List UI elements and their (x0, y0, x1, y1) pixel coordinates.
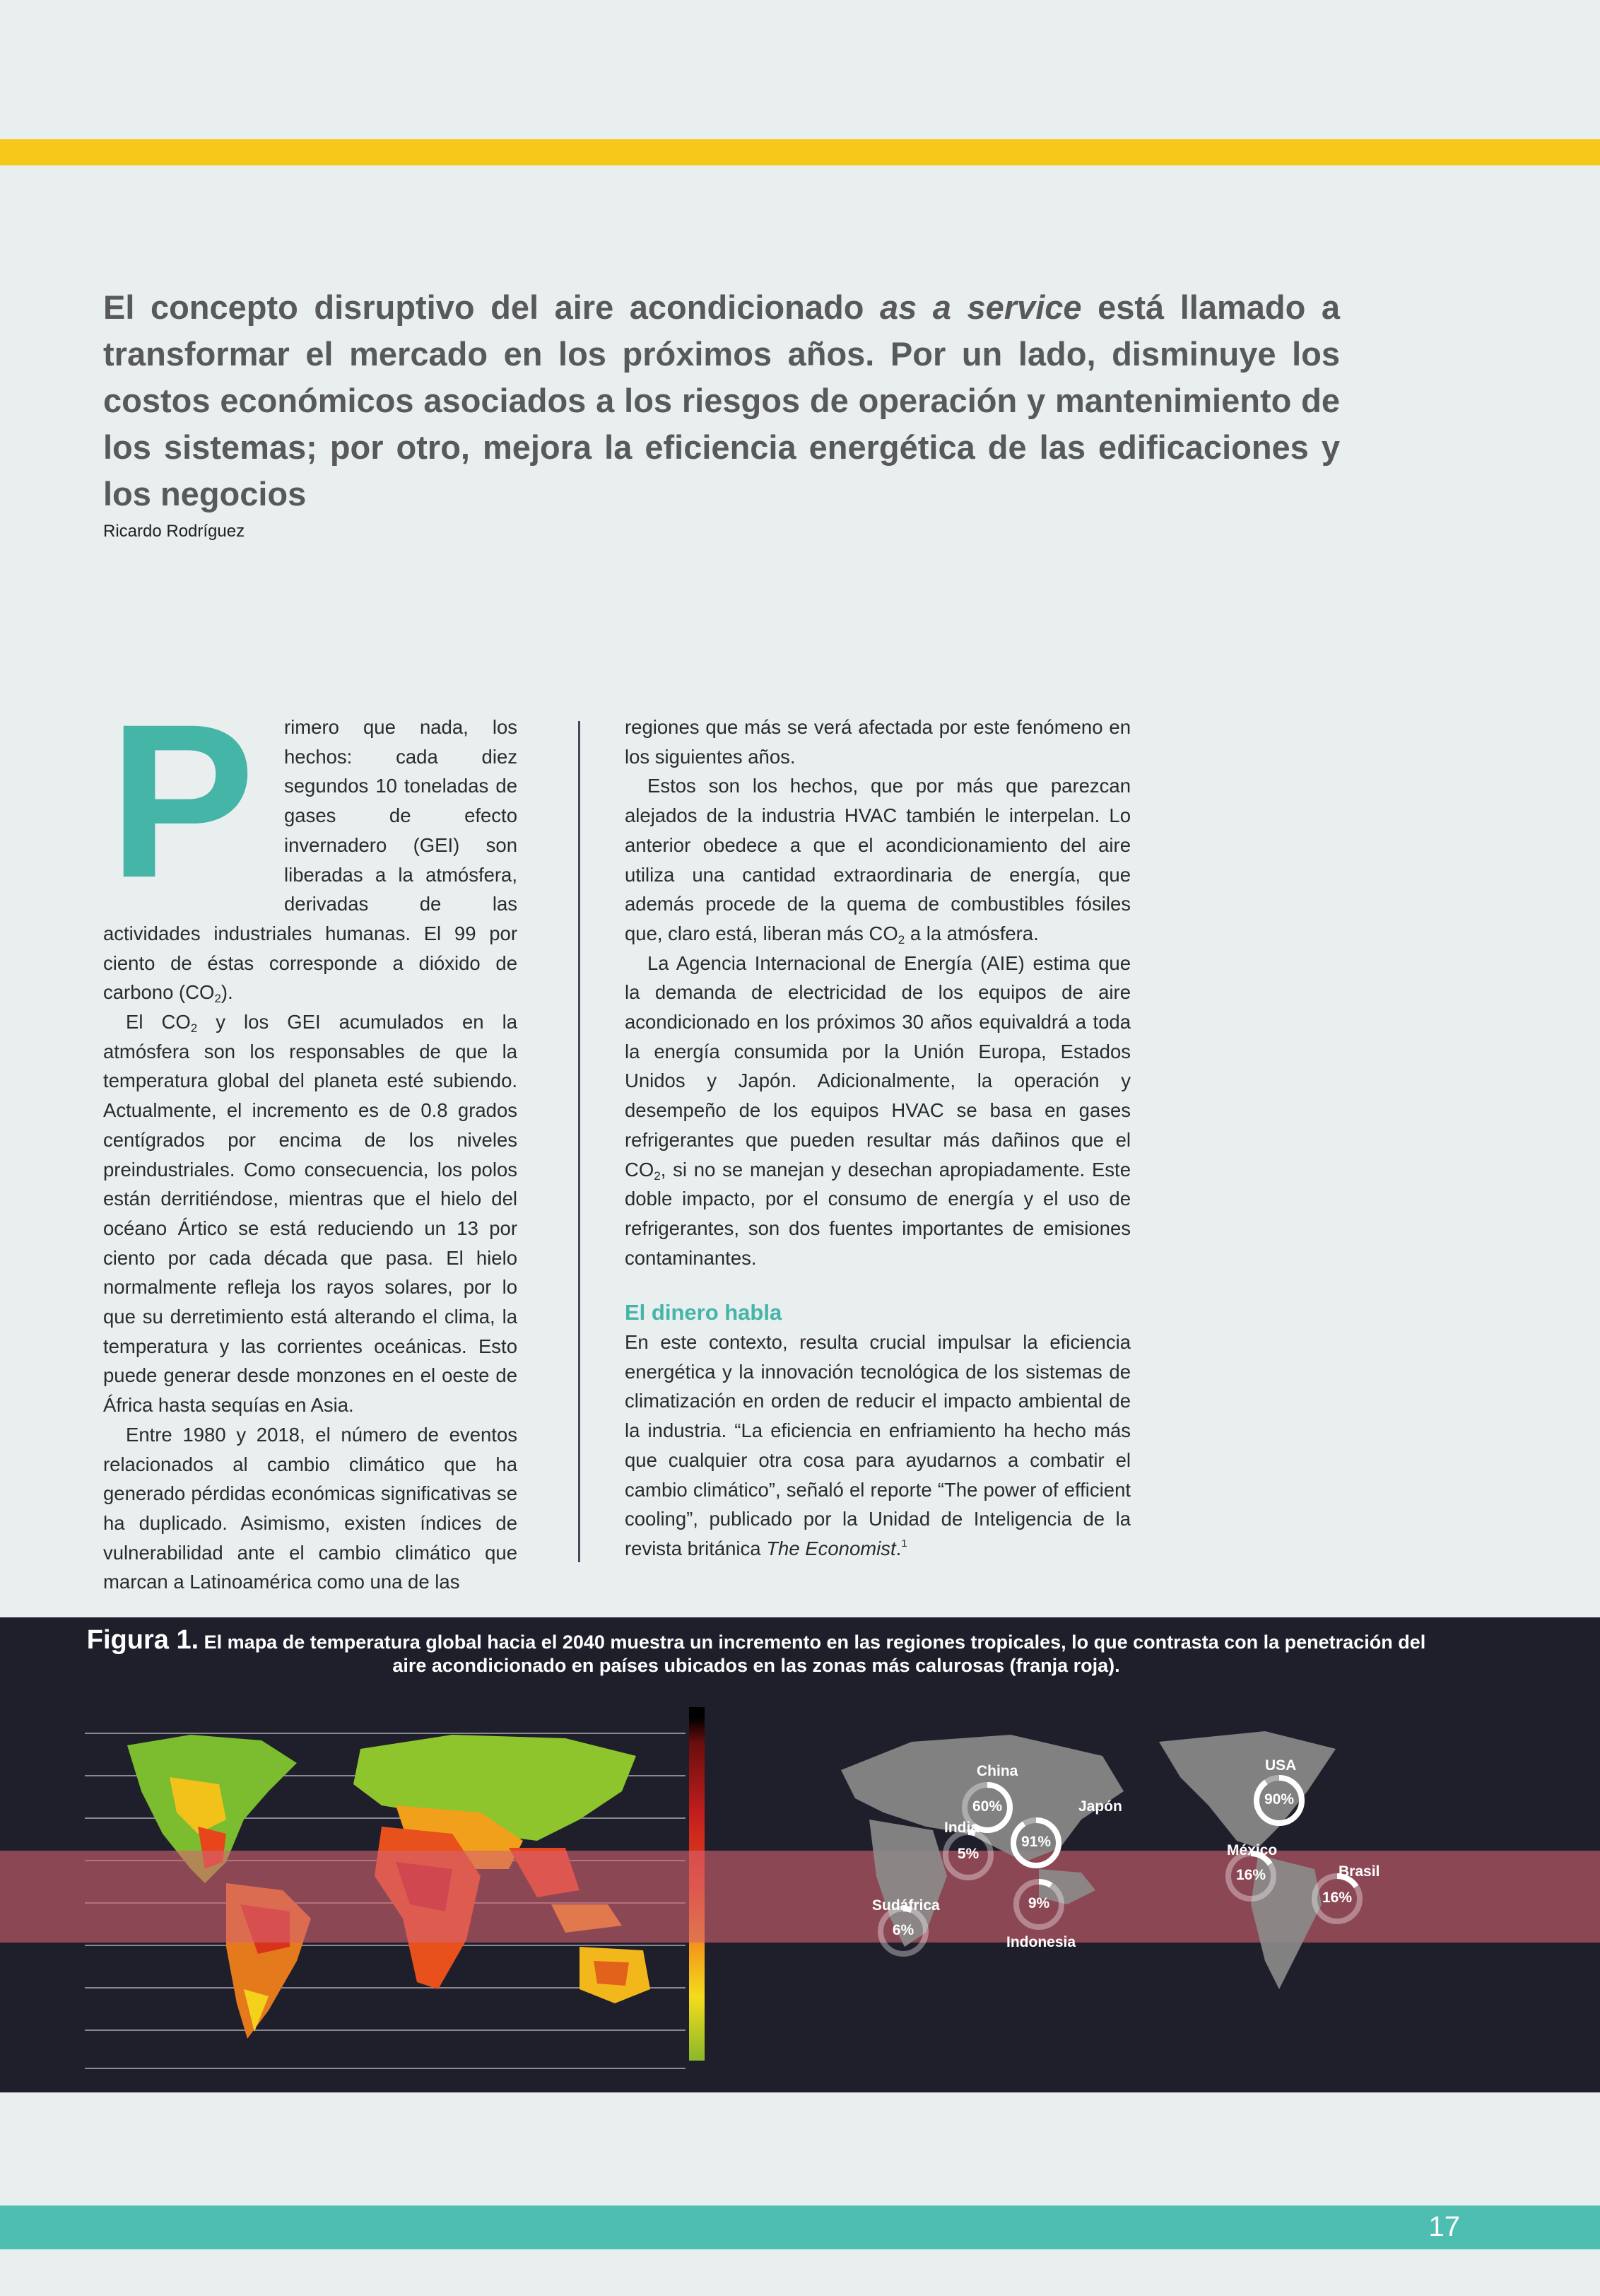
stat-percent-label: 90% (1264, 1791, 1295, 1808)
figure-label: Figura 1. (86, 1625, 199, 1655)
top-accent-bar (0, 139, 1600, 165)
right-paragraph-3: La Agencia Internacional de Energía (AIE) estima que la demanda de electricidad de los equipos de aire acondicionado en los próximos 30 años equivaldrá a toda la energía consumida por la Unión Europa, Estados Unidos y Japón. Adicionalmente, la operación y desempeño de los equipos HVAC se basa en gases refrigerantes que pueden resultar más dañinos que el $CO_2$, si no se manejan y desechan apropiadamente. Este doble impacto, por el consumo de energía y el uso de refrigerantes, son dos fuentes importantes de emisiones contaminantes. (625, 951, 1131, 1269)
stat-percent-label: 5% (957, 1846, 980, 1862)
stat-country-label: Japón (1078, 1798, 1122, 1815)
right-paragraph-4: En este contexto, resulta crucial impulsar la eficiencia energética y la innovación tecnológica de los sistemas de climatización en orden de reducir el impacto ambiental de la industria. “La eficiencia en enfriamiento ha hecho más que cualquier otra cosa para ayudarnos a combatir el cambio climático”, señaló el reporte “The power of efficient cooling”, publicado por la Unidad de Inteligencia de la revista británica The Economist.$^1$ (625, 1331, 1131, 1559)
left-paragraph-3: Entre 1980 y 2018, el número de eventos relacionados al cambio climático que ha generado pérdidas económicas significativas se ha duplicado. Asimismo, existen índices de vulnerabilidad ante el cambio climático que marcan a Latinoamérica como una de las (103, 1423, 517, 1593)
ac-penetration-map (827, 1706, 1477, 2003)
stat-country-label: Sudáfrica (872, 1897, 940, 1914)
stat-percent-label: 60% (972, 1798, 1003, 1815)
stat-country-label: Indonesia (1006, 1934, 1076, 1950)
bottom-accent-bar (0, 2206, 1600, 2249)
stat-country-label: México (1227, 1842, 1278, 1858)
drop-cap: P (109, 678, 255, 923)
stat-percent-label: 16% (1235, 1867, 1266, 1883)
stat-percent-label: 91% (1020, 1834, 1052, 1850)
figure-panel (0, 1617, 1600, 2092)
left-paragraph-2: El $CO_2$ y los GEI acumulados en la atmósfera son los responsables de que la temperatura global del planeta esté subiendo. Actualmente, el incremento es de 0.8 grados centígrados por encima de los niveles preindustriales. Como consecuencia, los polos están derritiéndose, mientras que el hielo del océano Ártico se está reduciendo un 13 por ciento por cada década que pasa. El hielo normalmente refleja los rayos solares, por lo que su derretimiento está alterando el clima, la temperatura y las corrientes oceánicas. Esto puede generar desde monzones en el oeste de África hasta sequías en Asia. (103, 1011, 517, 1417)
page-number: 17 (1428, 2211, 1460, 2242)
stat-country-label: Brasil (1339, 1863, 1380, 1880)
right-column (625, 713, 1131, 1564)
left-column (103, 678, 517, 1597)
right-paragraph-2: Estos son los hechos, que por más que parezcan alejados de la industria HVAC también le interpelan. Lo anterior obedece a que el acondicionamiento del aire utiliza una cantidad extraordinaria de energía, que además procede de la quema de combustibles fósiles que, claro está, liberan más $CO_2$ a la atmósfera. (625, 775, 1131, 947)
stat-country-label: USA (1265, 1757, 1297, 1774)
australia-shape (580, 1947, 650, 2003)
stat-country-label: India (944, 1820, 980, 1836)
column-divider (578, 721, 580, 1562)
section-subheading: El dinero habla (625, 1300, 782, 1325)
stat-percent-label: 6% (892, 1922, 914, 1938)
lead-paragraph: El concepto disruptivo del aire acondicionado as a service está llamado a transformar el mercado en los próximos años. Por un lado, disminuye los costos económicos asociados a los riesgos de operación y mantenimiento de los sistemas; por otro, mejora la eficiencia energética de las edificaciones y los negocios (103, 288, 1340, 512)
left-paragraph-1: rimero que nada, los hechos: cada diez segundos 10 toneladas de gases de efecto invernadero (GEI) son liberadas a la atmósfera, derivadas de las actividades industriales humanas. El 99 por ciento de éstas corresponde a dióxido de carbono $(CO_2)$. (103, 716, 517, 1006)
right-paragraph-1: regiones que más se verá afectada por este fenómeno en los siguientes años. (625, 716, 1131, 768)
lead-italic: as a service (879, 288, 1082, 326)
americas-silhouette (1159, 1731, 1336, 1848)
stat-percent-label: 16% (1322, 1890, 1353, 1906)
stat-country-label: China (977, 1763, 1018, 1779)
stat-percent-label: 9% (1028, 1895, 1050, 1911)
figure-caption: Figura 1. El mapa de temperatura global hacia el 2040 muestra un incremento en las regiones tropicales, lo que contrasta con la penetración del aire acondicionado en países ubicados en las zonas más calurosas (franja roja). (86, 1625, 1426, 1676)
author-name: Ricardo Rodríguez (103, 522, 245, 541)
